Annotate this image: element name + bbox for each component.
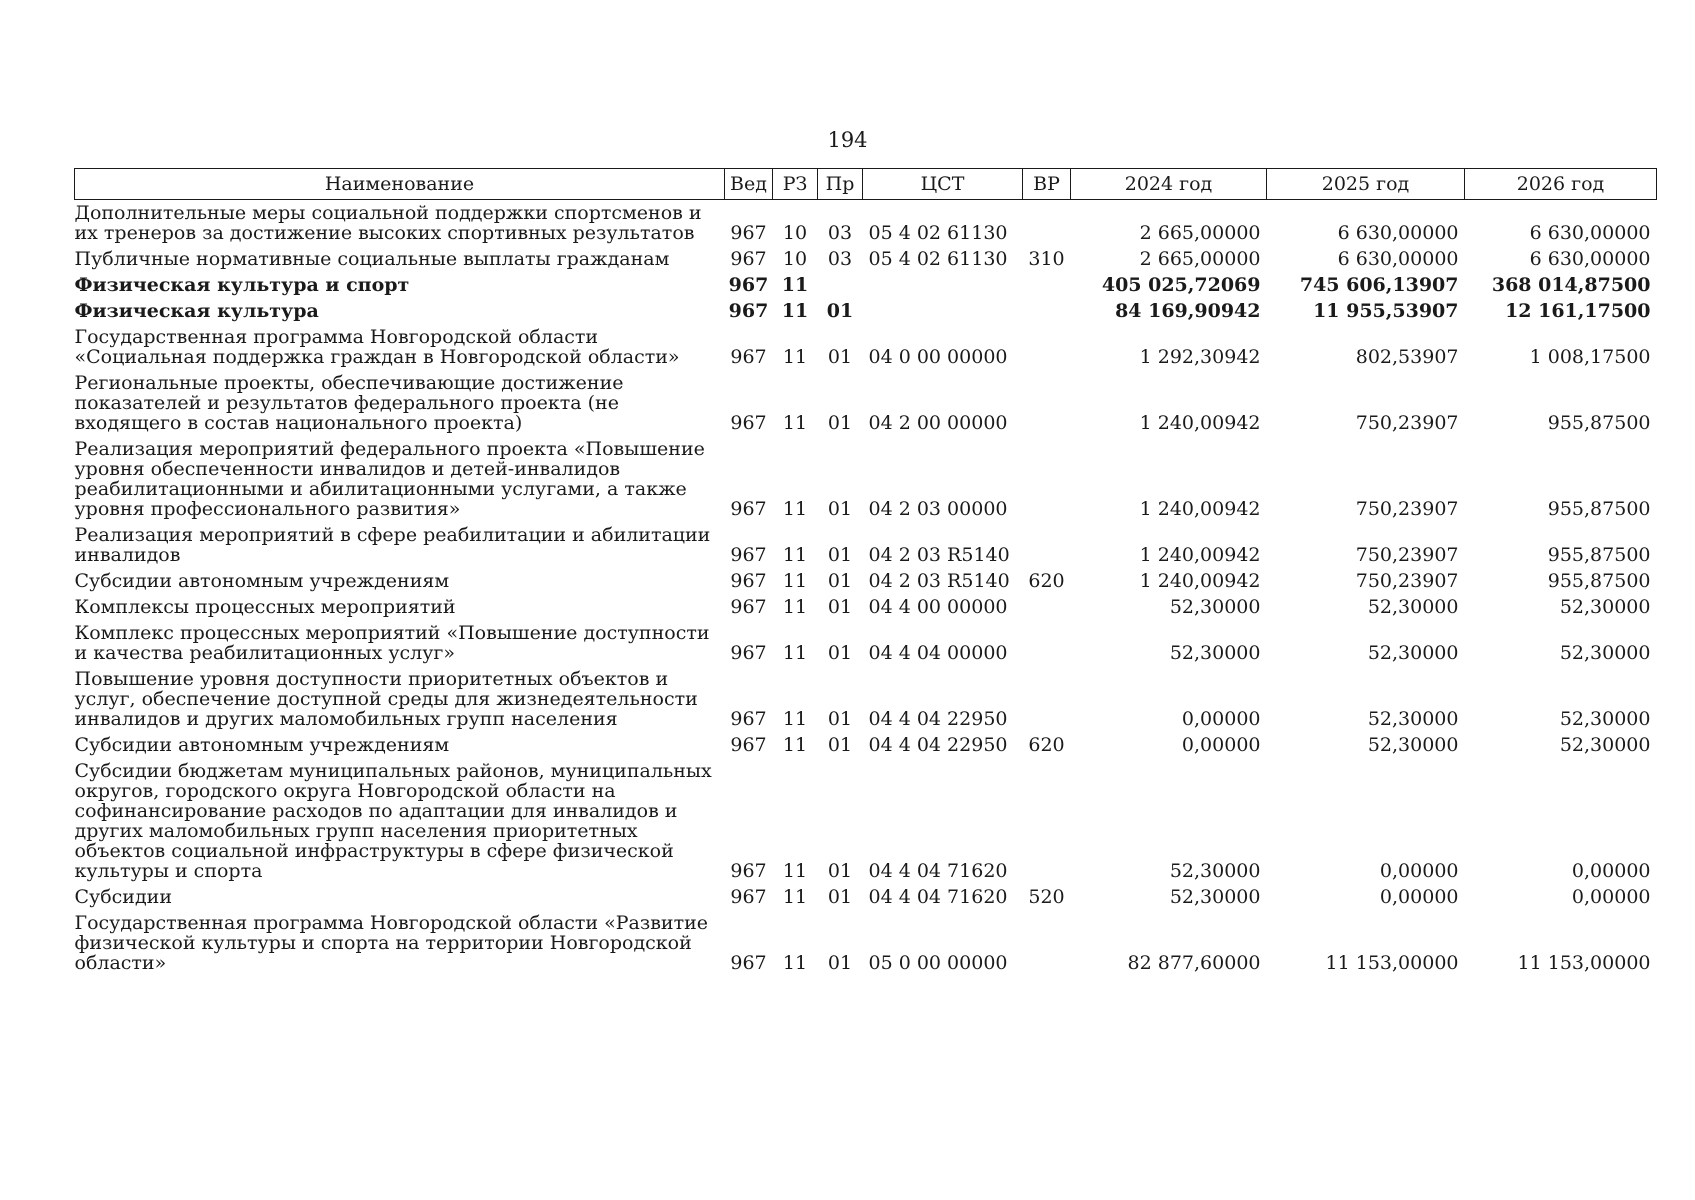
- row-ved: 967: [730, 860, 767, 882]
- row-2024: 2 665,00000: [1139, 222, 1261, 244]
- row-2025: 6 630,00000: [1337, 248, 1459, 270]
- row-2025: 745 606,13907: [1299, 274, 1459, 296]
- row-2024: 0,00000: [1181, 734, 1261, 756]
- row-ved: 967: [728, 274, 769, 296]
- table-row: [75, 620, 1657, 666]
- row-ved: 967: [730, 708, 767, 730]
- table-row: [75, 200, 1657, 247]
- row-2026: 12 161,17500: [1505, 300, 1651, 322]
- row-pr: [818, 272, 863, 298]
- table-row: [75, 910, 1657, 976]
- row-ved: 967: [730, 886, 767, 908]
- row-vr: [1023, 200, 1071, 247]
- row-rz: 11: [782, 346, 808, 368]
- row-name: Реализация мероприятий в сфере реабилитации и абилитации инвалидов: [74, 524, 711, 566]
- row-rz: 11: [781, 274, 809, 296]
- row-2025: 750,23907: [1355, 544, 1459, 566]
- row-pr: 03: [827, 222, 853, 244]
- row-pr: 01: [827, 570, 853, 592]
- row-vr: [1023, 298, 1071, 324]
- row-cst: 04 2 03 00000: [868, 498, 1008, 520]
- row-2026: 955,87500: [1547, 544, 1651, 566]
- row-rz: 11: [782, 734, 808, 756]
- header-cst: ЦСТ: [863, 169, 1023, 200]
- row-2025: 11 153,00000: [1325, 952, 1459, 974]
- row-vr: [1023, 370, 1071, 436]
- row-name: Государственная программа Новгородской области «Развитие физической культуры и спорта на территории Новгородской области»: [74, 912, 709, 974]
- row-name: Физическая культура и спорт: [74, 274, 410, 296]
- row-2025: 750,23907: [1355, 498, 1459, 520]
- row-pr: 01: [827, 886, 853, 908]
- row-2026: 52,30000: [1559, 642, 1651, 664]
- row-2026: 955,87500: [1547, 412, 1651, 434]
- row-2026: 52,30000: [1559, 708, 1651, 730]
- row-pr: 01: [827, 642, 853, 664]
- row-2026: 955,87500: [1547, 570, 1651, 592]
- row-rz: 11: [782, 886, 808, 908]
- row-2026: 52,30000: [1559, 596, 1651, 618]
- row-2026: 6 630,00000: [1529, 248, 1651, 270]
- row-2026: 1 008,17500: [1529, 346, 1651, 368]
- table-row-section: [75, 272, 1657, 298]
- row-ved: 967: [730, 412, 767, 434]
- row-cst: 04 4 04 22950: [868, 734, 1008, 756]
- row-pr: 01: [826, 300, 854, 322]
- row-cst: [863, 272, 1023, 298]
- row-ved: 967: [730, 734, 767, 756]
- row-rz: 11: [782, 596, 808, 618]
- row-2024: 82 877,60000: [1127, 952, 1261, 974]
- row-pr: 01: [827, 412, 853, 434]
- table-body: [75, 200, 1657, 977]
- row-vr: [1023, 272, 1071, 298]
- row-name: Комплексы процессных мероприятий: [74, 596, 456, 618]
- row-cst: 04 2 03 R5140: [868, 570, 1010, 592]
- header-2026: 2026 год: [1465, 169, 1657, 200]
- row-2024: 52,30000: [1169, 886, 1261, 908]
- row-pr: 01: [827, 596, 853, 618]
- row-2025: 52,30000: [1367, 734, 1459, 756]
- row-vr: 520: [1028, 886, 1065, 908]
- row-vr: 620: [1028, 734, 1065, 756]
- row-rz: 11: [782, 544, 808, 566]
- page-number: 194: [827, 128, 868, 152]
- row-name: Субсидии: [74, 886, 172, 908]
- row-2025: 11 955,53907: [1313, 300, 1459, 322]
- header-ved: Вед: [725, 169, 773, 200]
- row-cst: 04 0 00 00000: [868, 346, 1008, 368]
- row-vr: [1023, 758, 1071, 884]
- row-cst: 05 4 02 61130: [868, 248, 1008, 270]
- row-2025: 0,00000: [1379, 886, 1459, 908]
- row-2025: 52,30000: [1367, 642, 1459, 664]
- row-2026: 0,00000: [1571, 860, 1651, 882]
- row-cst: 04 2 00 00000: [868, 412, 1008, 434]
- row-name: Дополнительные меры социальной поддержки спортсменов и их тренеров за достижение высоких спортивных результатов: [74, 202, 702, 244]
- row-vr: [1023, 666, 1071, 732]
- row-name: Комплекс процессных мероприятий «Повышение доступности и качества реабилитационных услуг»: [74, 622, 710, 664]
- table-row: [75, 758, 1657, 884]
- row-2024: 405 025,72069: [1101, 274, 1261, 296]
- row-2026: 368 014,87500: [1491, 274, 1651, 296]
- row-rz: 11: [782, 412, 808, 434]
- row-2026: 11 153,00000: [1517, 952, 1651, 974]
- row-cst: 04 4 00 00000: [868, 596, 1008, 618]
- table-row: [75, 370, 1657, 436]
- row-name: Субсидии автономным учреждениям: [74, 570, 450, 592]
- header-name: Наименование: [75, 169, 725, 200]
- row-ved: 967: [728, 300, 769, 322]
- row-rz: 11: [781, 300, 809, 322]
- row-vr: 310: [1028, 248, 1065, 270]
- row-name: Физическая культура: [74, 300, 319, 322]
- row-2026: 6 630,00000: [1529, 222, 1651, 244]
- header-pr: Пр: [818, 169, 863, 200]
- row-ved: 967: [730, 642, 767, 664]
- row-ved: 967: [730, 952, 767, 974]
- row-name: Субсидии бюджетам муниципальных районов, муниципальных округов, городского округа Новгородской области на софинансирование расходов по адаптации для инвалидов и других маломобильных групп населения приоритетных объектов социальной инфраструктуры в сфере физической культуры и спорта: [74, 760, 712, 882]
- header-2025: 2025 год: [1267, 169, 1465, 200]
- row-2025: 52,30000: [1367, 708, 1459, 730]
- row-2025: 52,30000: [1367, 596, 1459, 618]
- row-vr: [1023, 324, 1071, 370]
- row-pr: 01: [827, 498, 853, 520]
- row-name: Реализация мероприятий федерального проекта «Повышение уровня обеспеченности инвалидов и детей-инвалидов реабилитационными и абилитационными услугами, а также уровня профессионального развития»: [74, 438, 705, 520]
- table-row: [75, 884, 1657, 910]
- row-2026: 955,87500: [1547, 498, 1651, 520]
- row-pr: 01: [827, 346, 853, 368]
- row-ved: 967: [730, 346, 767, 368]
- table-row-section: [75, 298, 1657, 324]
- row-name: Субсидии автономным учреждениям: [74, 734, 450, 756]
- row-ved: 967: [730, 596, 767, 618]
- budget-table: [74, 168, 1657, 976]
- row-2026: 52,30000: [1559, 734, 1651, 756]
- row-2024: 1 240,00942: [1139, 544, 1261, 566]
- row-rz: 10: [782, 248, 808, 270]
- row-2025: 0,00000: [1379, 860, 1459, 882]
- row-2024: 1 240,00942: [1139, 498, 1261, 520]
- row-rz: 11: [782, 498, 808, 520]
- table-row: [75, 324, 1657, 370]
- row-pr: 03: [827, 248, 853, 270]
- row-2024: 1 240,00942: [1139, 412, 1261, 434]
- row-2024: 52,30000: [1169, 860, 1261, 882]
- row-2024: 84 169,90942: [1115, 300, 1261, 322]
- table-row: [75, 594, 1657, 620]
- row-rz: 11: [782, 708, 808, 730]
- row-cst: 04 4 04 22950: [868, 708, 1008, 730]
- row-cst: 04 2 03 R5140: [868, 544, 1010, 566]
- row-2024: 0,00000: [1181, 708, 1261, 730]
- row-pr: 01: [827, 544, 853, 566]
- row-pr: 01: [827, 952, 853, 974]
- row-ved: 967: [730, 498, 767, 520]
- row-rz: 11: [782, 642, 808, 664]
- row-pr: 01: [827, 734, 853, 756]
- table-row: [75, 666, 1657, 732]
- row-2024: 2 665,00000: [1139, 248, 1261, 270]
- row-2024: 1 240,00942: [1139, 570, 1261, 592]
- row-rz: 11: [782, 952, 808, 974]
- row-vr: [1023, 910, 1071, 976]
- row-vr: [1023, 594, 1071, 620]
- header-rz: РЗ: [773, 169, 818, 200]
- row-cst: 05 4 02 61130: [868, 222, 1008, 244]
- row-rz: 10: [782, 222, 808, 244]
- row-pr: 01: [827, 860, 853, 882]
- row-cst: 04 4 04 00000: [868, 642, 1008, 664]
- row-2025: 802,53907: [1355, 346, 1459, 368]
- table-row: [75, 436, 1657, 522]
- header-vr: ВР: [1023, 169, 1071, 200]
- row-2024: 52,30000: [1169, 642, 1261, 664]
- row-vr: [1023, 522, 1071, 568]
- row-ved: 967: [730, 570, 767, 592]
- row-name: Публичные нормативные социальные выплаты гражданам: [74, 248, 670, 270]
- row-2026: 0,00000: [1571, 886, 1651, 908]
- row-vr: [1023, 620, 1071, 666]
- row-cst: [863, 298, 1023, 324]
- header-2024: 2024 год: [1071, 169, 1267, 200]
- table-header: [75, 169, 1657, 200]
- row-vr: 620: [1028, 570, 1065, 592]
- table-row: [75, 246, 1657, 272]
- row-ved: 967: [730, 222, 767, 244]
- row-ved: 967: [730, 544, 767, 566]
- row-name: Государственная программа Новгородской области «Социальная поддержка граждан в Новгородской области»: [74, 326, 680, 368]
- row-ved: 967: [730, 248, 767, 270]
- row-2024: 1 292,30942: [1139, 346, 1261, 368]
- row-2025: 750,23907: [1355, 412, 1459, 434]
- table-row: [75, 522, 1657, 568]
- table-row: [75, 568, 1657, 594]
- row-rz: 11: [782, 570, 808, 592]
- row-cst: 05 0 00 00000: [868, 952, 1008, 974]
- table-row: [75, 732, 1657, 758]
- row-rz: 11: [782, 860, 808, 882]
- row-name: Региональные проекты, обеспечивающие достижение показателей и результатов федерального проекта (не входящего в состав национального проекта): [74, 372, 624, 434]
- row-name: Повышение уровня доступности приоритетных объектов и услуг, обеспечение доступной среды для жизнедеятельности инвалидов и других маломобильных групп населения: [74, 668, 698, 730]
- row-cst: 04 4 04 71620: [868, 860, 1008, 882]
- row-vr: [1023, 436, 1071, 522]
- row-2025: 750,23907: [1355, 570, 1459, 592]
- row-cst: 04 4 04 71620: [868, 886, 1008, 908]
- row-2024: 52,30000: [1169, 596, 1261, 618]
- row-2025: 6 630,00000: [1337, 222, 1459, 244]
- row-pr: 01: [827, 708, 853, 730]
